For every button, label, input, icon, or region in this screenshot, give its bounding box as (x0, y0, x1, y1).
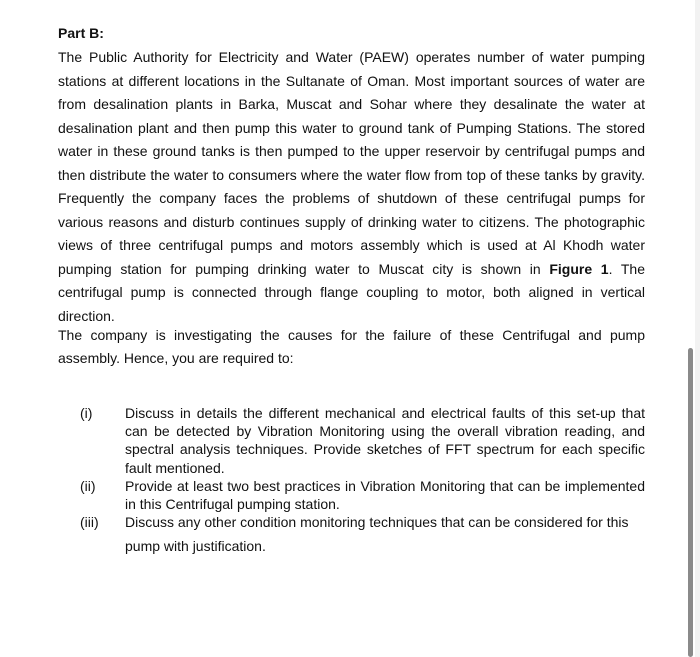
window-edge (695, 0, 700, 657)
item-text (125, 513, 645, 555)
item-text: Discuss in details the different mechanical and electrical faults of this set-up that can be detected by Vibration Monitoring using the overall vibration reading, and spectral analysis techniques. Provide sketches of FFT spectrum for each specific fault mentioned. (125, 405, 645, 476)
figure-reference: Figure 1 (549, 260, 609, 277)
part-heading: Part B: (58, 25, 104, 41)
vertical-scrollbar[interactable] (688, 348, 693, 657)
list-item (58, 404, 645, 477)
task-list (58, 404, 645, 556)
intro-text-end: . The centrifugal pump is connected through flange coupling to motor, both aligned in vertical direction. (58, 260, 645, 325)
intro-paragraph (58, 46, 645, 329)
list-item (58, 513, 645, 555)
item-number: (iii) (80, 514, 99, 531)
intro-text: The Public Authority for Electricity and Water (PAEW) operates number of water pumping stations at different locations in the Sultanate of Oman. Most important sources of water are from desalination plants in Barka, Muscat and Sohar where they desalinate the water at desalination plant and then pump this water to ground tank of Pumping Stations. The stored water in these ground tanks is then pumped to the upper reservoir by centrifugal pumps and then distribute the water to consumers where the water flow from top of these tanks by gravity. Frequently the company faces the problems of shutdown of these centrifugal pumps for various reasons and disturb continues supply of drinking water to citizens. The photographic views of three centrifugal pumps and motors assembly which is used at Al Khodh water pumping station for pumping drinking water to Muscat city is shown in (58, 49, 645, 277)
item-text: Provide at least two best practices in Vibration Monitoring that can be implemented in this Centrifugal pumping station. (125, 477, 645, 513)
task-paragraph: The company is investigating the causes for the failure of these Centrifugal and pump assembly. Hence, you are required to: (58, 327, 645, 366)
list-item (58, 477, 645, 513)
item-text-line: pump with justification. (125, 538, 266, 555)
item-number: (i) (80, 405, 93, 421)
item-number: (ii) (80, 477, 96, 494)
item-text-line: Discuss any other condition monitoring techniques that can be considered for this (125, 514, 629, 531)
